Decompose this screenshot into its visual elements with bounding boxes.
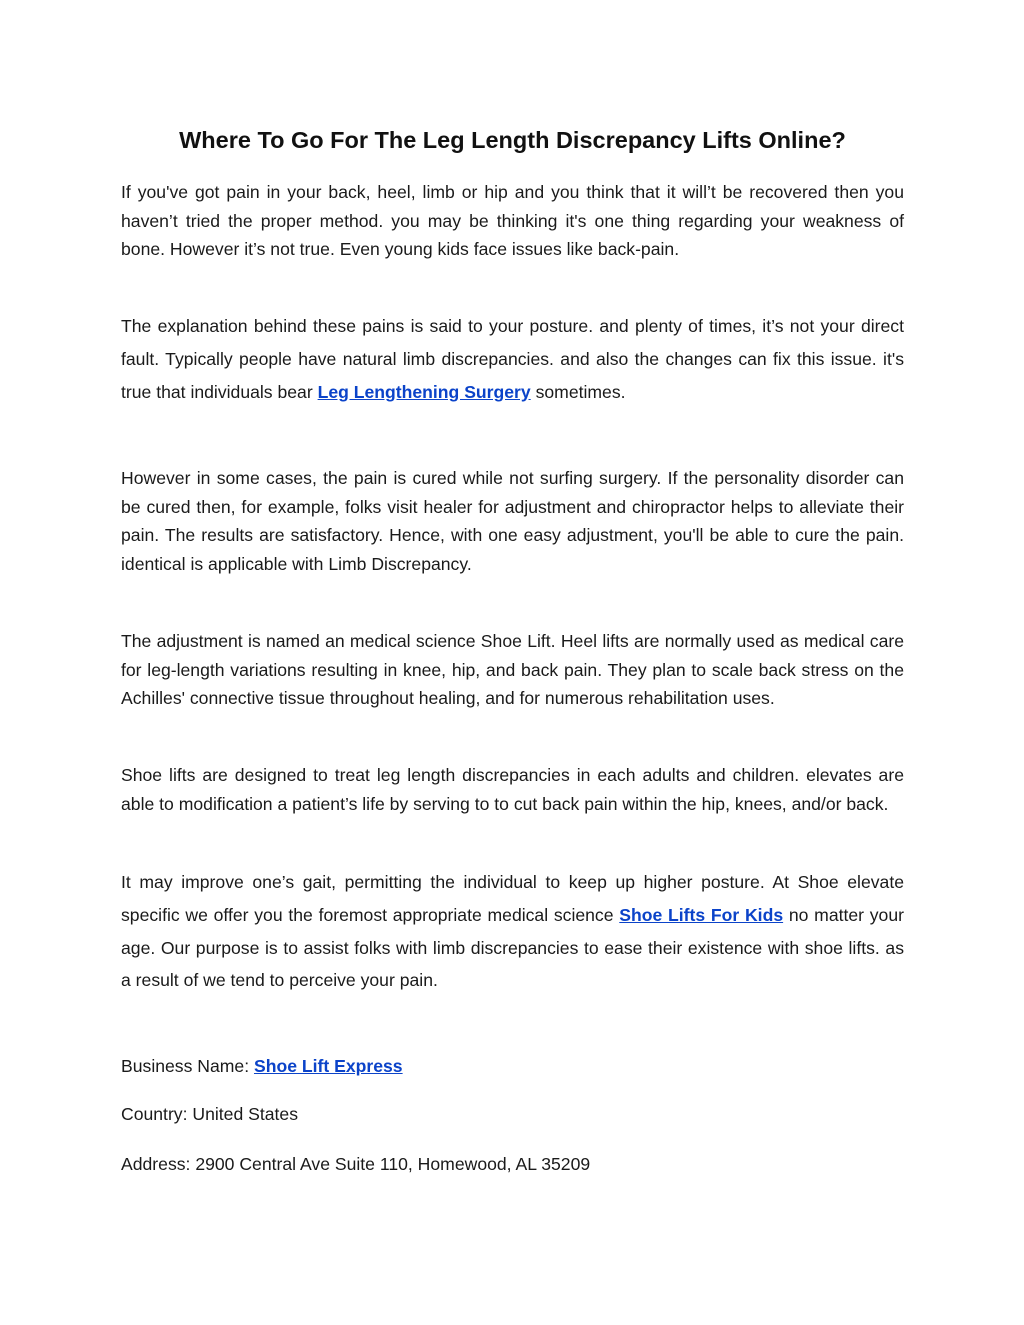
paragraph-5: Shoe lifts are designed to treat leg length discrepancies in each adults and children. elevates are able to modification a patient’s life by serving to to cut back pain within the hip, knees, and/or back.: [121, 765, 904, 814]
address-line: Address: 2900 Central Ave Suite 110, Homewood, AL 35209: [121, 1154, 591, 1174]
paragraph-6: [121, 866, 904, 997]
paragraph-4: The adjustment is named an medical science Shoe Lift. Heel lifts are normally used as medical care for leg-length variations resulting in knee, hip, and back pain. They plan to scale back stress on the Achilles' connective tissue throughout healing, and for numerous rehabilitation uses.: [121, 631, 904, 708]
paragraph-2-text-start: The explanation behind these pains is said to your posture. and plenty of times, it’s not your direct fault. Typically people have natural limb discrepancies. and also the changes can fix this issue. it's true that individuals bear: [121, 316, 904, 402]
paragraph-1: If you've got pain in your back, heel, limb or hip and you think that it will’t be recovered then you haven’t tried the proper method. you may be thinking it's one thing regarding your weakness of bone. However it’s not true. Even young kids face issues like back-pain.: [121, 182, 904, 259]
paragraph-2-text-end: sometimes.: [530, 381, 626, 402]
business-name-line: [121, 1052, 403, 1080]
paragraph-2: [121, 310, 904, 408]
paragraph-6-text-end: no matter your age. Our purpose is to assist folks with limb discrepancies to ease their existence with shoe lifts. as a result of we tend to perceive your pain.: [121, 904, 904, 991]
business-name-label: Business Name:: [121, 1056, 254, 1076]
country-line: Country: United States: [121, 1104, 299, 1124]
leg-lengthening-surgery-link[interactable]: Leg Lengthening Surgery: [317, 381, 531, 402]
shoe-lifts-for-kids-link[interactable]: Shoe Lifts For Kids: [619, 904, 784, 925]
paragraph-3: However in some cases, the pain is cured while not surfing surgery. If the personality disorder can be cured then, for example, folks visit healer for adjustment and chiropractor helps to alleviate their pain. The results are satisfactory. Hence, with one easy adjustment, you'll be able to cure the pain. identical is applicable with Limb Discrepancy.: [121, 468, 904, 574]
shoe-lift-express-link[interactable]: Shoe Lift Express: [253, 1056, 403, 1076]
paragraph-6-text-start: It may improve one’s gait, permitting the individual to keep up higher posture. At Shoe elevate specific we offer you the foremost appropriate medical science: [121, 872, 904, 925]
page-title: Where To Go For The Leg Length Discrepancy Lifts Online?: [179, 127, 846, 153]
